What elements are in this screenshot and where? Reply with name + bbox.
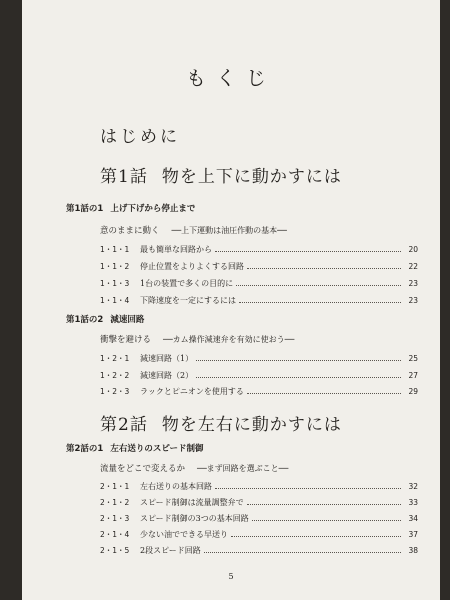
entry-number: 2・1・1	[100, 482, 130, 491]
entry-title: 減速回路（1）	[140, 354, 194, 363]
entry-title: 減速回路（2）	[140, 371, 194, 380]
chapter-title	[100, 162, 342, 187]
section-subtitle	[100, 333, 294, 345]
dot-leader	[247, 387, 401, 394]
entry-page: 37	[408, 530, 418, 539]
entry-title: 最も簡単な回路から	[140, 245, 212, 254]
entry-title: スピード制御は流量調整弁で	[140, 498, 244, 507]
dot-leader	[196, 371, 401, 378]
dot-leader	[236, 279, 401, 286]
dot-leader	[196, 354, 401, 361]
subtitle-detail: ──カム操作減速弁を有効に使おう──	[163, 335, 295, 344]
chapter-name: 物を上下に動かすには	[161, 167, 342, 187]
entry-page: 34	[408, 514, 418, 523]
entry-number: 1・1・3	[100, 279, 130, 288]
toc-entry[interactable]	[100, 261, 418, 273]
dot-leader	[215, 245, 401, 252]
entry-number: 1・1・1	[100, 245, 130, 254]
dot-leader	[247, 262, 401, 269]
entry-title: ラックとピニオンを使用する	[140, 387, 244, 396]
chapter-number: 第2話	[100, 415, 148, 435]
entry-number: 2・1・3	[100, 514, 130, 523]
dot-leader	[231, 530, 401, 537]
subtitle-main: 流量をどこで変えるか	[100, 464, 186, 474]
section-number: 第2話の1	[66, 444, 104, 454]
toc-entry[interactable]	[100, 278, 418, 290]
entry-title: 停止位置をよりよくする回路	[140, 262, 244, 271]
entry-page: 32	[408, 482, 418, 491]
entry-number: 1・2・1	[100, 354, 130, 363]
entry-page: 20	[408, 245, 418, 254]
subtitle-detail: ──上下運動は油圧作動の基本──	[171, 226, 287, 235]
section-name: 減速回路	[110, 315, 145, 325]
entry-number: 1・2・2	[100, 371, 130, 380]
toc-entry[interactable]	[100, 529, 418, 541]
entry-title: 少ない油でできる早送り	[140, 530, 228, 539]
toc-entry[interactable]	[100, 244, 418, 256]
entry-number: 2・1・5	[100, 546, 130, 555]
section-number: 第1話の2	[66, 315, 104, 325]
toc-entry[interactable]	[100, 497, 418, 509]
section-name: 上げ下げから停止まで	[110, 204, 196, 214]
toc-entry[interactable]	[100, 370, 418, 382]
subtitle-main: 衝撃を避ける	[100, 335, 152, 345]
entry-number: 2・1・4	[100, 530, 130, 539]
chapter-title	[100, 410, 342, 435]
entry-title: 下降速度を一定にするには	[140, 296, 236, 305]
toc-entry[interactable]	[100, 513, 418, 525]
entry-title: 1台の装置で多くの目的に	[140, 279, 234, 288]
intro-heading: はじめに	[100, 127, 180, 147]
entry-page: 25	[408, 354, 418, 363]
section-name: 左右送りのスピード制御	[110, 444, 204, 454]
subtitle-main: 意のままに動く	[100, 226, 160, 236]
toc-entry[interactable]	[100, 295, 418, 307]
page-number: 5	[228, 572, 234, 581]
entry-number: 1・1・2	[100, 262, 130, 271]
section-heading	[66, 313, 144, 325]
section-number: 第1話の1	[66, 204, 104, 214]
dot-leader	[239, 296, 401, 303]
entry-number: 2・1・2	[100, 498, 130, 507]
entry-number: 1・1・4	[100, 296, 130, 305]
dot-leader	[252, 514, 401, 521]
toc-entry[interactable]	[100, 386, 418, 398]
toc-entry[interactable]	[100, 481, 418, 493]
section-heading	[66, 202, 195, 214]
entry-page: 23	[408, 279, 418, 288]
chapter-number: 第1話	[100, 167, 148, 187]
section-heading	[66, 442, 204, 454]
entry-page: 33	[408, 498, 418, 507]
entry-number: 1・2・3	[100, 387, 130, 396]
toc-entry[interactable]	[100, 353, 418, 365]
subtitle-detail: ──まず回路を選ぶこと──	[197, 464, 289, 473]
entry-page: 27	[408, 371, 418, 380]
entry-page: 38	[408, 546, 418, 555]
section-subtitle	[100, 462, 288, 474]
entry-title: 左右送りの基本回路	[140, 482, 212, 491]
dot-leader	[215, 482, 401, 489]
page-title: もくじ	[186, 66, 276, 90]
entry-title: 2段スピード回路	[140, 546, 201, 555]
section-subtitle	[100, 224, 287, 236]
entry-page: 23	[408, 296, 418, 305]
entry-page: 29	[408, 387, 418, 396]
dot-leader	[247, 498, 401, 505]
dot-leader	[204, 546, 401, 553]
toc-entry[interactable]	[100, 545, 418, 557]
chapter-name: 物を左右に動かすには	[161, 415, 342, 435]
book-page	[22, 0, 440, 600]
entry-title: スピード制御の3つの基本回路	[140, 514, 249, 523]
entry-page: 22	[408, 262, 418, 271]
